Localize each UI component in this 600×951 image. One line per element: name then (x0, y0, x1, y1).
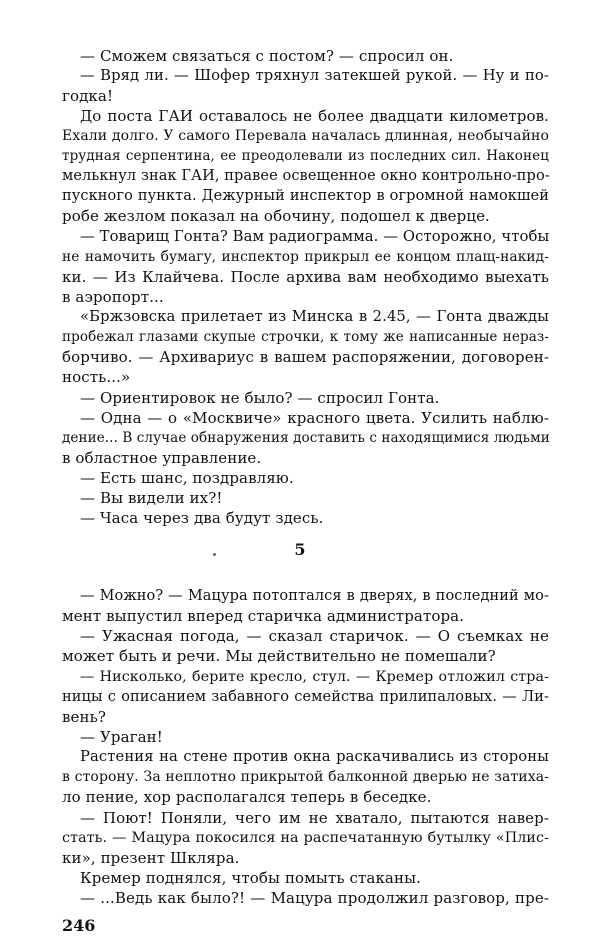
text-line: — Часа через два будут здесь. (80, 509, 324, 527)
text-line: — Сможем связаться с постом? — спросил он. (80, 47, 454, 65)
text-line: ницы с описанием забавного семейства прилипаловых. — Ли- (62, 689, 549, 705)
page-number: 246 (62, 916, 96, 935)
text-line: Растения на стене против окна раскачивались из стороны (80, 748, 549, 765)
section-heading: 5 (294, 540, 306, 559)
text-line: в аэропорт... (62, 288, 164, 306)
text-line: — Можно? — Мацура потоптался в дверях, в последний мо- (80, 588, 549, 604)
text-line: трудная серпентина, ее преодолевали из последних сил. Наконец (62, 148, 549, 164)
text-line: ки», презент Шкляра. (62, 849, 240, 867)
text-line: мелькнул знак ГАИ, правее освещенное окно контрольно-про- (62, 168, 550, 184)
text-line: вень? (62, 708, 107, 726)
text-line: в сторону. За неплотно прикрытой балконной дверью не затиха- (62, 769, 549, 785)
text-line: в областное управление. (62, 449, 262, 467)
text-line: Ехали долго. У самого Перевала началась длинная, необычайно (62, 128, 549, 144)
text-line: — Ужасная погода, — сказал старичок. — О съемках не (80, 627, 549, 645)
text-line: — Есть шанс, поздравляю. (80, 469, 294, 487)
text-line: пускного пункта. Дежурный инспектор в огромной намокшей (62, 188, 549, 204)
text-line: борчиво. — Архивариус в вашем распоряжении, договорен- (62, 348, 549, 366)
text-line: ность...» (62, 368, 131, 386)
text-line: — Товарищ Гонта? Вам радиограмма. — Осторожно, чтобы (80, 228, 550, 245)
text-line: — Одна — о «Москвиче» красного цвета. Усилить наблю- (80, 409, 549, 427)
text-line: — Поют! Поняли, чего им не хватало, пытаются навер- (80, 809, 549, 827)
text-line: стать. — Мацура покосился на распечатанную бутылку «Плис- (62, 830, 549, 846)
text-line: пробежал глазами скупые строчки, к тому же написанные нераз- (62, 329, 549, 345)
text-line: Кремер поднялся, чтобы помыть стаканы. (80, 869, 421, 887)
text-line: — Ураган! (80, 728, 163, 746)
text-line: дение... В случае обнаружения доставить с находящимися людьми (62, 430, 550, 446)
text-line: робе жезлом показал на обочину, подошел к дверце. (62, 207, 490, 225)
text-line: — Ориентировок не было? — спросил Гонта. (80, 389, 440, 407)
text-line: годка! (62, 87, 114, 105)
text-line: не намочить бумагу, инспектор прикрыл ее концом плащ-накид- (62, 249, 549, 265)
text-line: «Бржзовска прилетает из Минска в 2.45, — Гонта дважды (80, 308, 549, 325)
text-line: ки. — Из Клайчева. После архива вам необходимо выехать (62, 268, 549, 286)
text-line: — Вы видели их?! (80, 489, 223, 507)
text-line: — ...Ведь как было?! — Мацура продолжил разговор, пре- (80, 889, 549, 907)
text-line: может быть и речи. Мы действительно не помешали? (62, 647, 496, 665)
print-speck (213, 553, 216, 556)
text-line: — Нисколько, берите кресло, стул. — Кремер отложил стра- (80, 669, 549, 685)
text-line: — Вряд ли. — Шофер тряхнул затекшей рукой. — Ну и по- (80, 67, 549, 84)
text-line: ло пение, хор располагался теперь в беседке. (62, 788, 432, 806)
text-line: До поста ГАИ оставалось не более двадцати километров. (80, 107, 549, 125)
text-line: мент выпустил вперед старичка администратора. (62, 607, 465, 625)
